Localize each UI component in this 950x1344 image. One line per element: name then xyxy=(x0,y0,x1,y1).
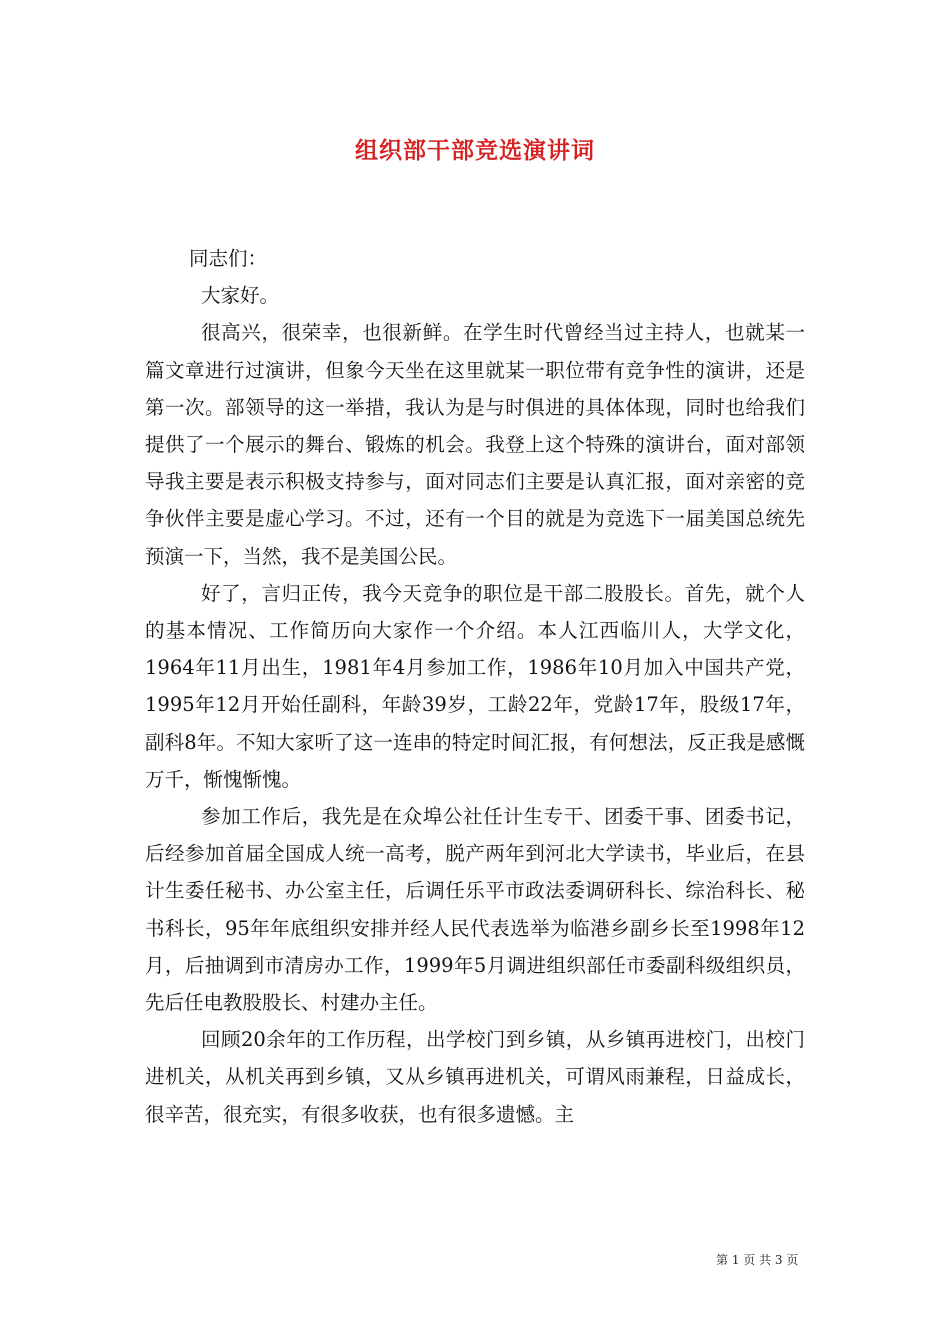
paragraph-3: 参加工作后，我先是在众埠公社任计生专干、团委干事、团委书记，后经参加首届全国成人统一高考，脱产两年到河北大学读书，毕业后，在县计生委任秘书、办公室主任，后调任乐平市政法委调研科长、综治科长、秘书科长，95年年底组织安排并经人民代表选举为临港乡副乡长至1998年12月，后抽调到市清房办工作，1999年5月调进组织部任市委副科级组织员，先后任电教股股长、村建办主任。 xyxy=(145,805,805,1015)
paragraph-4: 回顾20余年的工作历程，出学校门到乡镇，从乡镇再进校门，出校门进机关，从机关再到乡镇，又从乡镇再进机关，可谓风雨兼程，日益成长，很辛苦，很充实，有很多收获，也有很多遗憾。主 xyxy=(145,1028,805,1126)
greeting: 大家好。 xyxy=(201,284,280,308)
document-body xyxy=(145,240,805,1133)
page-number: 第 1 页 共 3 页 xyxy=(716,1253,799,1267)
document-title: 组织部干部竞选演讲词 xyxy=(355,137,595,164)
paragraph-1: 很高兴，很荣幸，也很新鲜。在学生时代曾经当过主持人，也就某一篇文章进行过演讲，但象今天坐在这里就某一职位带有竞争性的演讲，还是第一次。部领导的这一举措，我认为是与时俱进的具体体现，同时也给我们提供了一个展示的舞台、锻炼的机会。我登上这个特殊的演讲台，面对部领导我主要是表示积极支持参与，面对同志们主要是认真汇报，面对亲密的竞争伙伴主要是虚心学习。不过，还有一个目的就是为竞选下一届美国总统先预演一下，当然，我不是美国公民。 xyxy=(145,321,805,568)
salutation: 同志们： xyxy=(189,247,268,270)
paragraph-2: 好了，言归正传，我今天竞争的职位是干部二股股长。首先，就个人的基本情况、工作简历向大家作一个介绍。本人江西临川人，大学文化，1964年11月出生，1981年4月参加工作，1986年10月加入中国共产党，1995年12月开始任副科，年龄39岁，工龄22年，党龄17年，股级17年，副科8年。不知大家听了这一连串的特定时间汇报，有何想法，反正我是感慨万千，惭愧惭愧。 xyxy=(145,581,805,791)
